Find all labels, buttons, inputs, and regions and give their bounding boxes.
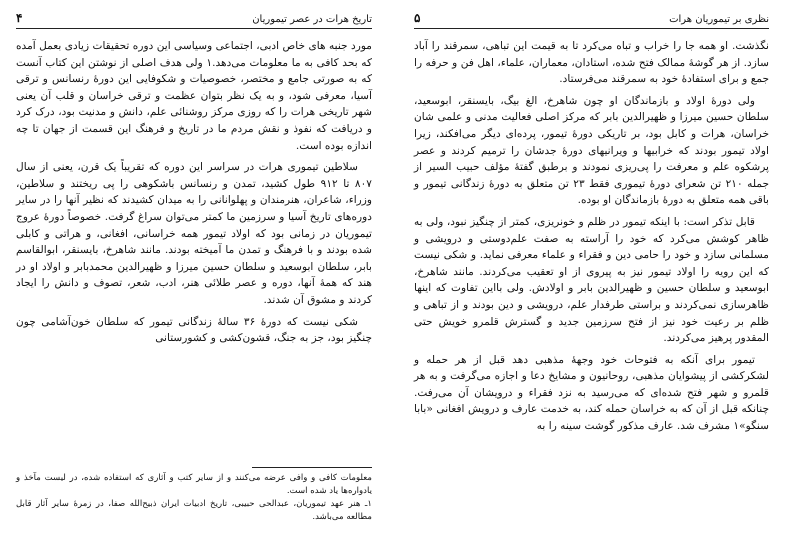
right-paragraph-4: تیمور برای آنکه به فتوحات خود وجههٔ مذهبی دهد قبل از هر حمله و لشکرکشی از پیشوایان مذهبی، روحانیون و مشایخ دعا و اجازه می‌گرفت و به هر قلمرو و شهر فتح شده‌ای که می‌رسید به نزد فقراء و درویشان آن می‌رفت. چنانکه قبل از آن که به خراسان حمله کند، به خدمت عارف و درویش افغانی «بابا سنگو»۱ مشرف شد. عارف مذکور گوشت سینه را به	[414, 353, 769, 433]
right-page-header	[414, 12, 769, 29]
right-paragraph-2: ولی دورهٔ اولاد و بازماندگان او چون شاهرخ، الغ بیگ، بایسنقر، ابوسعید، سلطان حسین میرزا و ظهیرالدین بابر که مرکز اصلی فعالیت مدنی و علمی شان خراسان، هرات و کابل بود، بر تاریکی دورهٔ تیمور، پرده‌ای دیگر می‌افکند، زیرا اولاد تیمور بودند که خرابیها و ویرانیهای دورهٔ جدشان را ترمیم کردند و عصر پرشکوه علم و معرفت را پی‌ریزی نمودند و برطبق گفتهٔ مؤلف حبیب السیر از جمله ۲۱۰ تن شعرای دورهٔ تیموری فقط ۲۳ تن متعلق به دورهٔ زندگانی تیمور و باقی همه متعلق به دورهٔ بازماندگان او بوده.	[414, 94, 769, 207]
left-page-number: ۴	[16, 11, 23, 25]
footnote-separator	[252, 467, 372, 468]
footnote-1: ۱ـ هنر عهد تیموریان، عبدالحی حبیبی، تاریخ ادبیات ایران ذبیح‌الله صفا، در زمرهٔ سایر آثار قابل مطالعه می‌باشد.	[16, 499, 372, 522]
right-page	[398, 0, 785, 552]
left-paragraph-3: شکی نیست که دورهٔ ۳۶ سالهٔ زندگانی تیمور که سلطان خون‌آشامی چون چنگیز بود، جز به جنگ، قشون‌کشی و کشورستانی	[16, 315, 372, 345]
left-page-header	[16, 12, 372, 29]
left-paragraph-1: مورد جنبه های خاص ادبی، اجتماعی وسیاسی این دوره تحقیقات زیادی بعمل آمده که بحد کافی به ما معلومات می‌دهد.۱ ولی هدف اصلی از نوشتن این کتاب آنست که به صورتی جامع و مختصر، خصوصیات و شکوفایی این دورهٔ رنسانس و ترقی آسیا، معرفی شود، و به یک نظر بتوان عظمت و ترقی خراسان و قلب آن یعنی شهر تاریخی هرات را که روزی مرکز روشنائی علم، دانش و مدنیت بود، درک کرد و دریافت که نفوذ و نقش مردم ما در تاریخ و فرهنگ این قسمت از جهان تا چه اندازه بوده است.	[16, 40, 372, 152]
left-page-body	[16, 38, 372, 347]
right-running-title: نظری بر تیموریان هرات	[669, 14, 769, 25]
left-page	[0, 0, 388, 552]
right-page-body	[414, 38, 769, 435]
left-footnotes	[16, 472, 372, 524]
right-paragraph-3: قابل تذکر است: با اینکه تیمور در ظلم و خونریزی، کمتر از چنگیز نبود، ولی به ظاهر کوشش می‌کرد که خود را آراسته به صفت علم‌دوستی و درویشی و مسلمانی سازد و خود را حامی دین و فقراء و علماء معرفی نماید. و شکی نیست که این رویه را اولاد تیمور نیز به پیروی از او تعقیب می‌کردند. مانند شاهرخ، ابوسعید و سلطان حسین و ظهیرالدین بابر و اولادش. ولی بااین تفاوت که اینها ظاهرسازی نمی‌کردند و براستی طرفدار علم، درویشی و دین بودند و از تباهی و ظلم بر رعیت خود نیز از فتح سرزمین جدید و گسترش قلمرو خویش حتی المقدور پرهیز می‌کردند.	[414, 215, 769, 345]
footnote-continuation: معلومات کافی و وافی عرضه می‌کنند و از سایر کتب و آثاری که استفاده شده، در لیست مآخذ و یادواره‌ها یاد شده است.	[16, 473, 372, 496]
page-gutter	[388, 0, 398, 552]
left-running-title: تاریخ هرات در عصر تیموریان	[252, 14, 372, 25]
right-page-number: ۵	[414, 11, 421, 25]
left-paragraph-2: سلاطین تیموری هرات در سراسر این دوره که تقریباً یک قرن، یعنی از سال ۸۰۷ تا ۹۱۲ طول کشید، تمدن و رنسانس باشکوهی را پی ریختند و سلاطین، وزراء، شاعران، هنرمندان و پهلوانانی را به میدان کشیدند که نظیر آنها را در سایر دوره‌های تاریخ آسیا و سرزمین ما کمتر می‌توان سراغ گرفت. خصوصاً دورهٔ عروج تیموریان در زمانی بود که اولاد تیمور همه خراسانی، افغانی، و هراتی و کابلی شده بودند و با فرهنگ و تمدن ما آمیخته بودند. مانند شاهرخ، بایسنقر، ابوالقاسم بابر، سلطان ابوسعید و سلطان حسین میرزا و ظهیرالدین محمدبابر و اولاد او در هند که همهٔ آنها، دوره و عصر طلائی هنر، ادب، شعر، تصوف و دانش را ایجاد کردند و مشوق آن شدند.	[16, 161, 372, 306]
right-paragraph-1: نگذشت. او همه جا را خراب و تباه می‌کرد تا به قیمت این تباهی، سمرقند را آباد سازد. از هر گوشهٔ ممالک فتح شده، استادان، معماران، علماء، اهل فن و حرفه را جمع و برای استفادهٔ خود به سمرقند می‌فرستاد.	[414, 40, 769, 86]
